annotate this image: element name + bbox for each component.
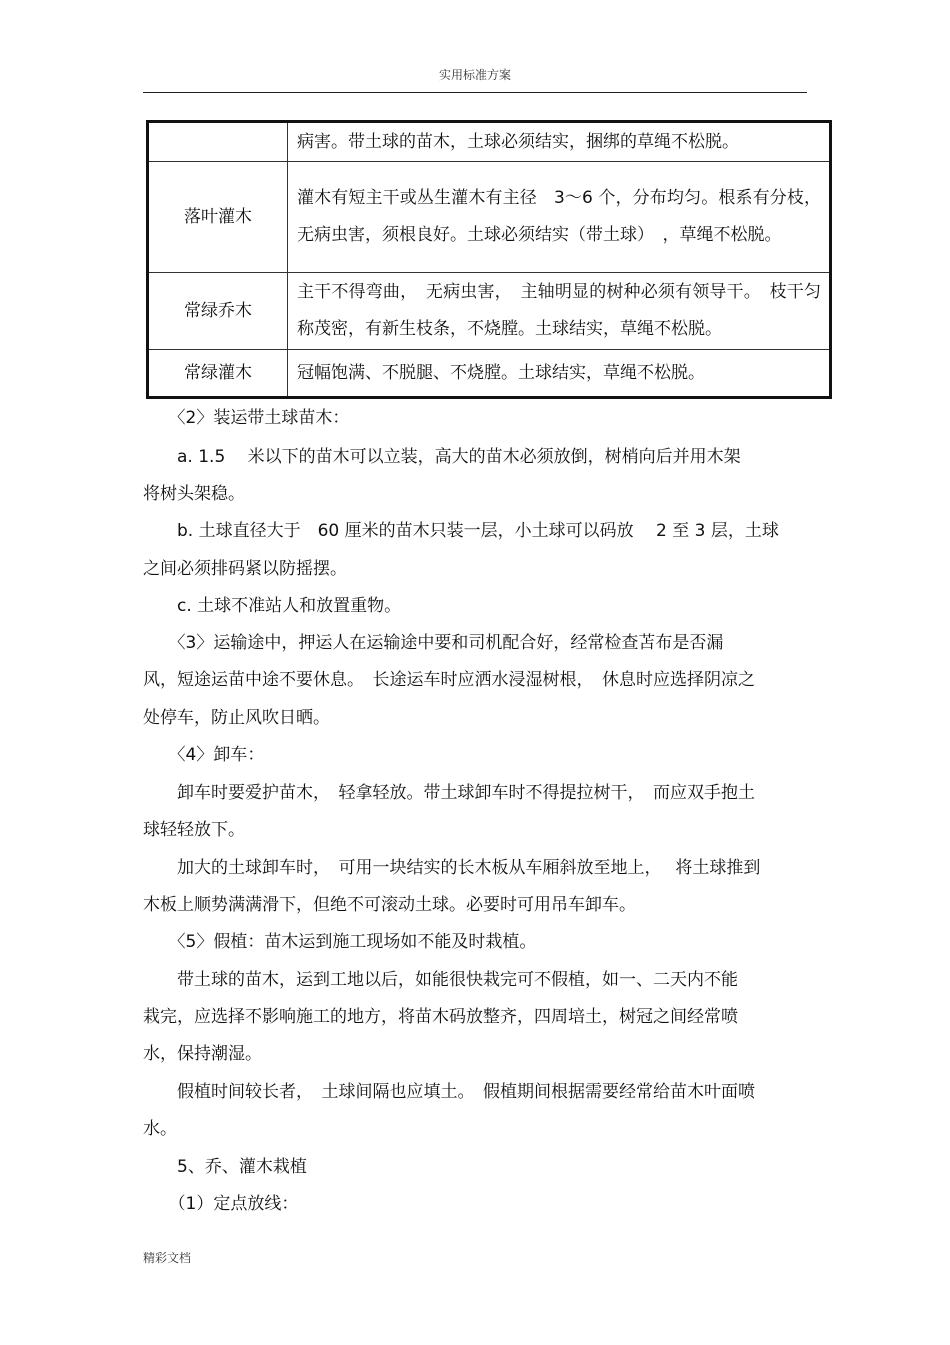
table-cell-type: 落叶灌木 bbox=[148, 162, 288, 273]
body-text-line: a. 1.5 米以下的苗木可以立装，高大的苗木必须放倒，树梢向后并用木架 bbox=[143, 447, 741, 467]
body-text-line: 处停车，防止风吹日晒。 bbox=[143, 708, 330, 728]
body-text-line: 球轻轻放下。 bbox=[143, 820, 245, 840]
table-cell-type bbox=[148, 122, 288, 162]
body-text-line: 〈5〉假植：苗木运到施工现场如不能及时栽植。 bbox=[143, 932, 537, 952]
table-cell-desc: 冠幅饱满、不脱腿、不烧膛。土球结实，草绳不松脱。 bbox=[288, 350, 831, 398]
table-row bbox=[148, 350, 831, 398]
body-text-line: 将树头架稳。 bbox=[143, 484, 245, 504]
body-text-line: b. 土球直径大于 60 厘米的苗木只装一层，小土球可以码放 2 至 3 层，土球 bbox=[143, 521, 779, 541]
table-cell-desc: 灌木有短主干或丛生灌木有主径 3～6 个，分布均匀。根系有分枝，无病虫害，须根良好。土球必须结实（带土球） ，草绳不松脱。 bbox=[288, 162, 831, 273]
body-text-line: 栽完，应选择不影响施工的地方，将苗木码放整齐，四周培土，树冠之间经常喷 bbox=[143, 1007, 738, 1027]
table-cell-desc: 主干不得弯曲， 无病虫害， 主轴明显的树种必须有领导干。 枝干匀称茂密，有新生枝条，不烧膛。土球结实，草绳不松脱。 bbox=[288, 273, 831, 350]
table-cell-type: 常绿灌木 bbox=[148, 350, 288, 398]
body-text-line: 木板上顺势满满滑下，但绝不可滚动土球。必要时可用吊车卸车。 bbox=[143, 895, 636, 915]
body-text-line: 带土球的苗木，运到工地以后，如能很快栽完可不假植，如一、二天内不能 bbox=[143, 970, 738, 990]
body-text-line: 假植时间较长者， 土球间隔也应填土。 假植期间根据需要经常给苗木叶面喷 bbox=[143, 1082, 755, 1102]
body-text-line: 〈3〉运输途中，押运人在运输途中要和司机配合好，经常检查苫布是否漏 bbox=[143, 633, 724, 653]
body-text-line: 卸车时要爱护苗木， 轻拿轻放。带土球卸车时不得提拉树干， 而应双手抱土 bbox=[143, 783, 755, 803]
body-text-line: 水。 bbox=[143, 1119, 177, 1139]
body-text-line: 之间必须排码紧以防摇摆。 bbox=[143, 559, 347, 579]
table-row bbox=[148, 122, 831, 162]
table-cell-type: 常绿乔木 bbox=[148, 273, 288, 350]
body-text-line: c. 土球不准站人和放置重物。 bbox=[143, 596, 402, 616]
body-text-line: 5、乔、灌木栽植 bbox=[143, 1157, 307, 1177]
seedling-spec-table bbox=[146, 120, 832, 399]
page-footer: 精彩文档 bbox=[143, 1251, 192, 1265]
table-row bbox=[148, 162, 831, 273]
body-text-line: 〈4〉卸车： bbox=[143, 745, 265, 765]
body-text-line: 风，短途运苗中途不要休息。 长途运车时应洒水浸湿树根， 休息时应选择阴凉之 bbox=[143, 670, 755, 690]
table-cell-desc: 病害。带土球的苗木，土球必须结实，捆绑的草绳不松脱。 bbox=[288, 122, 831, 162]
page-header: 实用标准方案 bbox=[438, 68, 511, 82]
body-text-line: （1）定点放线： bbox=[143, 1194, 299, 1214]
body-text-line: 水，保持潮湿。 bbox=[143, 1044, 262, 1064]
table-row bbox=[148, 273, 831, 350]
body-text-line: 〈2〉装运带土球苗木： bbox=[143, 408, 350, 428]
body-text-line: 加大的土球卸车时， 可用一块结实的长木板从车厢斜放至地上， 将土球推到 bbox=[143, 858, 761, 878]
header-rule bbox=[143, 92, 807, 93]
